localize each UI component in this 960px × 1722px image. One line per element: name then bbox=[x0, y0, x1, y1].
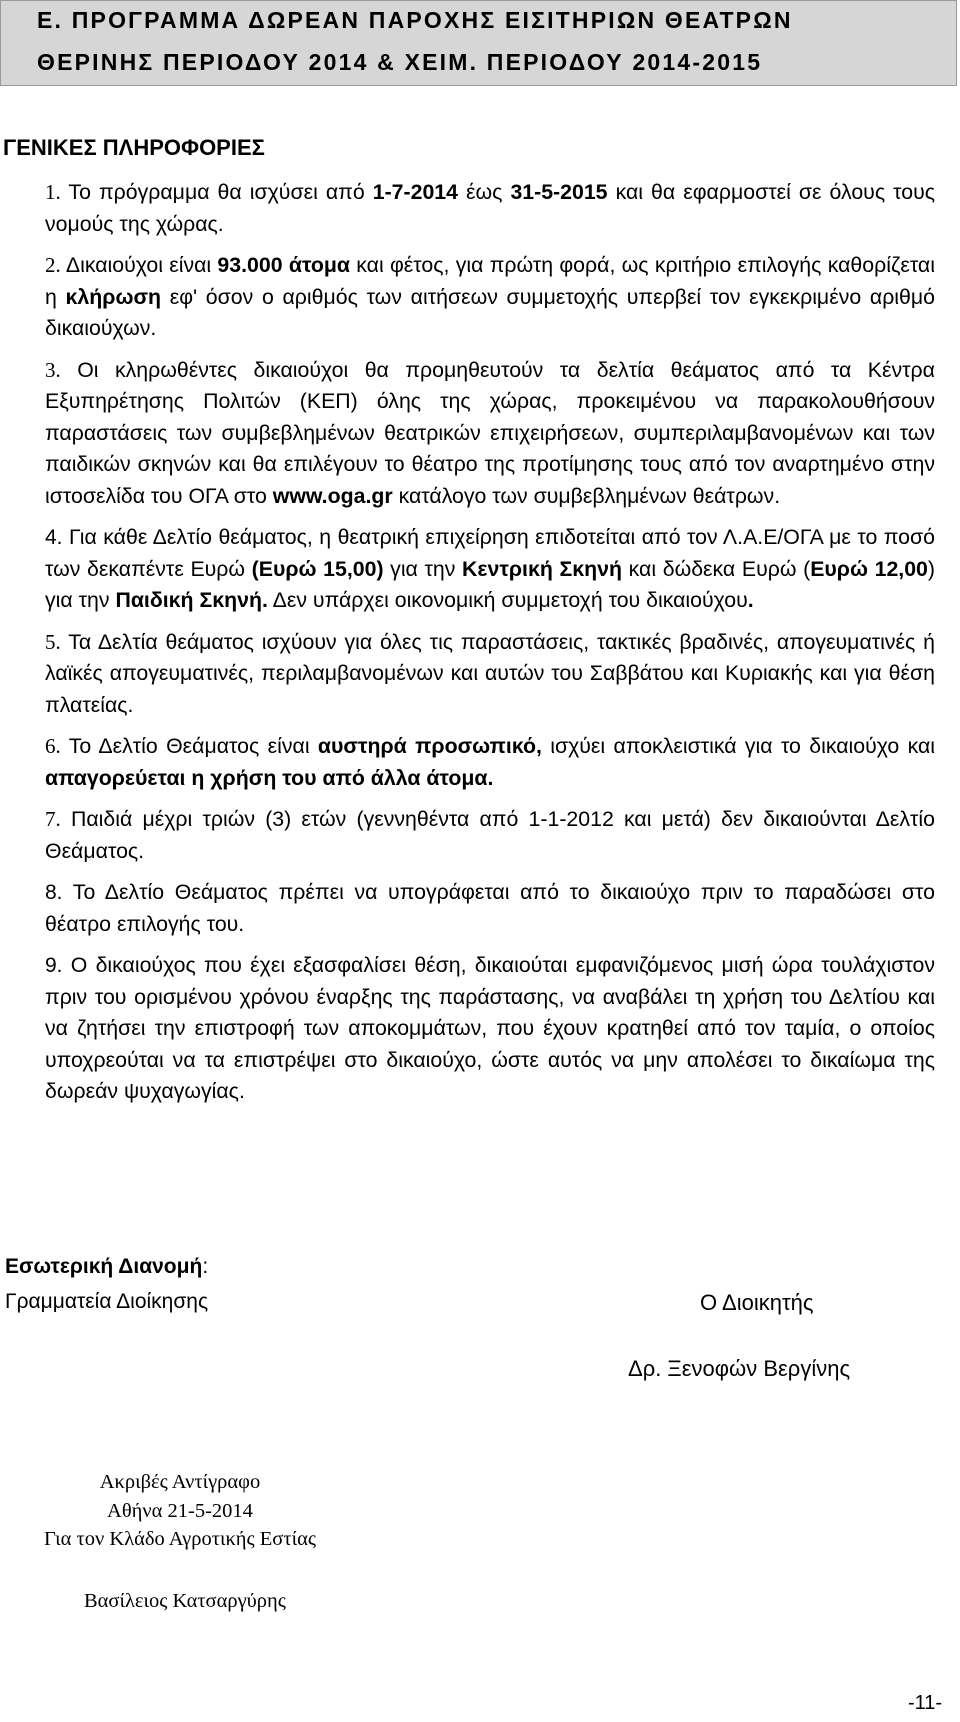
copy-line: Ακριβές Αντίγραφο bbox=[99, 1471, 261, 1493]
list-item: 9. Ο δικαιούχος που έχει εξασφαλίσει θέση, δικαιούται εμφανιζόμενος μισή ώρα τουλάχιστον πριν του ορισμένου χρόνου έναρξης της παράστασης, να αναβάλει τη χρήση του Δελτίου και να ζητήσει την επιστροφή των αποκομμάτων, που έχουν κρατηθεί από τον ταμία, ο οποίος υποχρεούται να τα επιστρέψει στο δικαιούχο, ώστε αυτός να μην απολέσει το δικαίωμα της δωρεάν ψυχαγωγίας. bbox=[45, 953, 935, 1103]
list-item: 1. Το πρόγραμμα θα ισχύσει από 1-7-2014 έως 31-5-2015 και θα εφαρμοστεί σε όλους τους νομούς της χώρας. bbox=[45, 180, 935, 236]
signer-name: Δρ. Ξενοφών Βεργίνης bbox=[628, 1356, 851, 1381]
signer-title: Ο Διοικητής bbox=[700, 1290, 814, 1315]
header-line-1: Ε. ΠΡΟΓΡΑΜΜΑ ΔΩΡΕΑΝ ΠΑΡΟΧΗΣ ΕΙΣΙΤΗΡΙΩΝ ΘΕΑΤΡΩΝ bbox=[37, 7, 793, 33]
distribution-recipient: Γραμματεία Διοίκησης bbox=[5, 1290, 209, 1313]
page-number: -11- bbox=[908, 1692, 943, 1714]
list-item: 8. Το Δελτίο Θεάματος πρέπει να υπογράφεται από το δικαιούχο πριν το παραδώσει στο θέατρο επιλογής του. bbox=[45, 880, 935, 936]
list-item: 2. Δικαιούχοι είναι 93.000 άτομα και φέτος, για πρώτη φορά, ως κριτήριο επιλογής καθορίζεται η κλήρωση εφ' όσον ο αριθμός των αιτήσεων συμμετοχής υπερβεί τον εγκεκριμένο αριθμό δικαιούχων. bbox=[45, 253, 935, 340]
list-item: 3. Οι κληρωθέντες δικαιούχοι θα προμηθευτούν τα δελτία θεάματος από τα Κέντρα Εξυπηρέτησης Πολιτών (ΚΕΠ) όλης της χώρας, προκειμένου να παρακολουθήσουν παραστάσεις των συμβεβλημένων θεατρικών επιχειρήσεων, συμπεριλαμβανομένων και των παιδικών σκηνών και θα επιλέγουν το θέατρο της προτίμησης τους από τον αναρτημένο στην ιστοσελίδα του ΟΓΑ στο www.oga.gr κατάλογο των συμβεβλημένων θεάτρων. bbox=[45, 357, 935, 508]
document-header bbox=[0, 0, 957, 86]
certified-copy-block bbox=[44, 1468, 316, 1554]
website-link: www.oga.gr bbox=[272, 483, 393, 508]
copy-signer-name: Βασίλειος Κατσαργύρης bbox=[84, 1590, 286, 1612]
list-item: 6. Το Δελτίο Θεάματος είναι αυστηρά προσωπικό, ισχύει αποκλειστικά για το δικαιούχο και απαγορεύεται η χρήση του από άλλα άτομα. bbox=[45, 734, 935, 790]
section-title: ΓΕΝΙΚΕΣ ΠΛΗΡΟΦΟΡΙΕΣ bbox=[3, 135, 265, 160]
list-item: 5. Τα Δελτία θεάματος ισχύουν για όλες τις παραστάσεις, τακτικές βραδινές, απογευματινές ή λαϊκές απογευματινές, περιλαμβανομένων και αυτών του Σαββάτου και Κυριακής και για θέση πλατείας. bbox=[45, 629, 935, 717]
list-item: 4. Για κάθε Δελτίο θεάματος, η θεατρική επιχείρηση επιδοτείται από τον Λ.Α.Ε/ΟΓΑ με το ποσό των δεκαπέντε Ευρώ (Ευρώ 15,00) για την Κεντρική Σκηνή και δώδεκα Ευρώ (Ευρώ 12,00) για την Παιδική Σκηνή. Δεν υπάρχει οικονομική συμμετοχή του δικαιούχου. bbox=[45, 525, 935, 612]
copy-line: Για τον Κλάδο Αγροτικής Εστίας bbox=[44, 1528, 316, 1550]
items-list bbox=[45, 177, 935, 1118]
copy-line: Αθήνα 21-5-2014 bbox=[107, 1499, 253, 1522]
distribution-label: Εσωτερική Διανομή: bbox=[5, 1255, 209, 1278]
header-line-2: ΘΕΡΙΝΗΣ ΠΕΡΙΟΔΟΥ 2014 & ΧΕΙΜ. ΠΕΡΙΟΔΟΥ 2014-2015 bbox=[37, 49, 763, 75]
list-item: 7. Παιδιά μέχρι τριών (3) ετών (γεννηθέντα από 1-1-2012 και μετά) δεν δικαιούνται Δελτίο Θεάματος. bbox=[45, 807, 935, 863]
